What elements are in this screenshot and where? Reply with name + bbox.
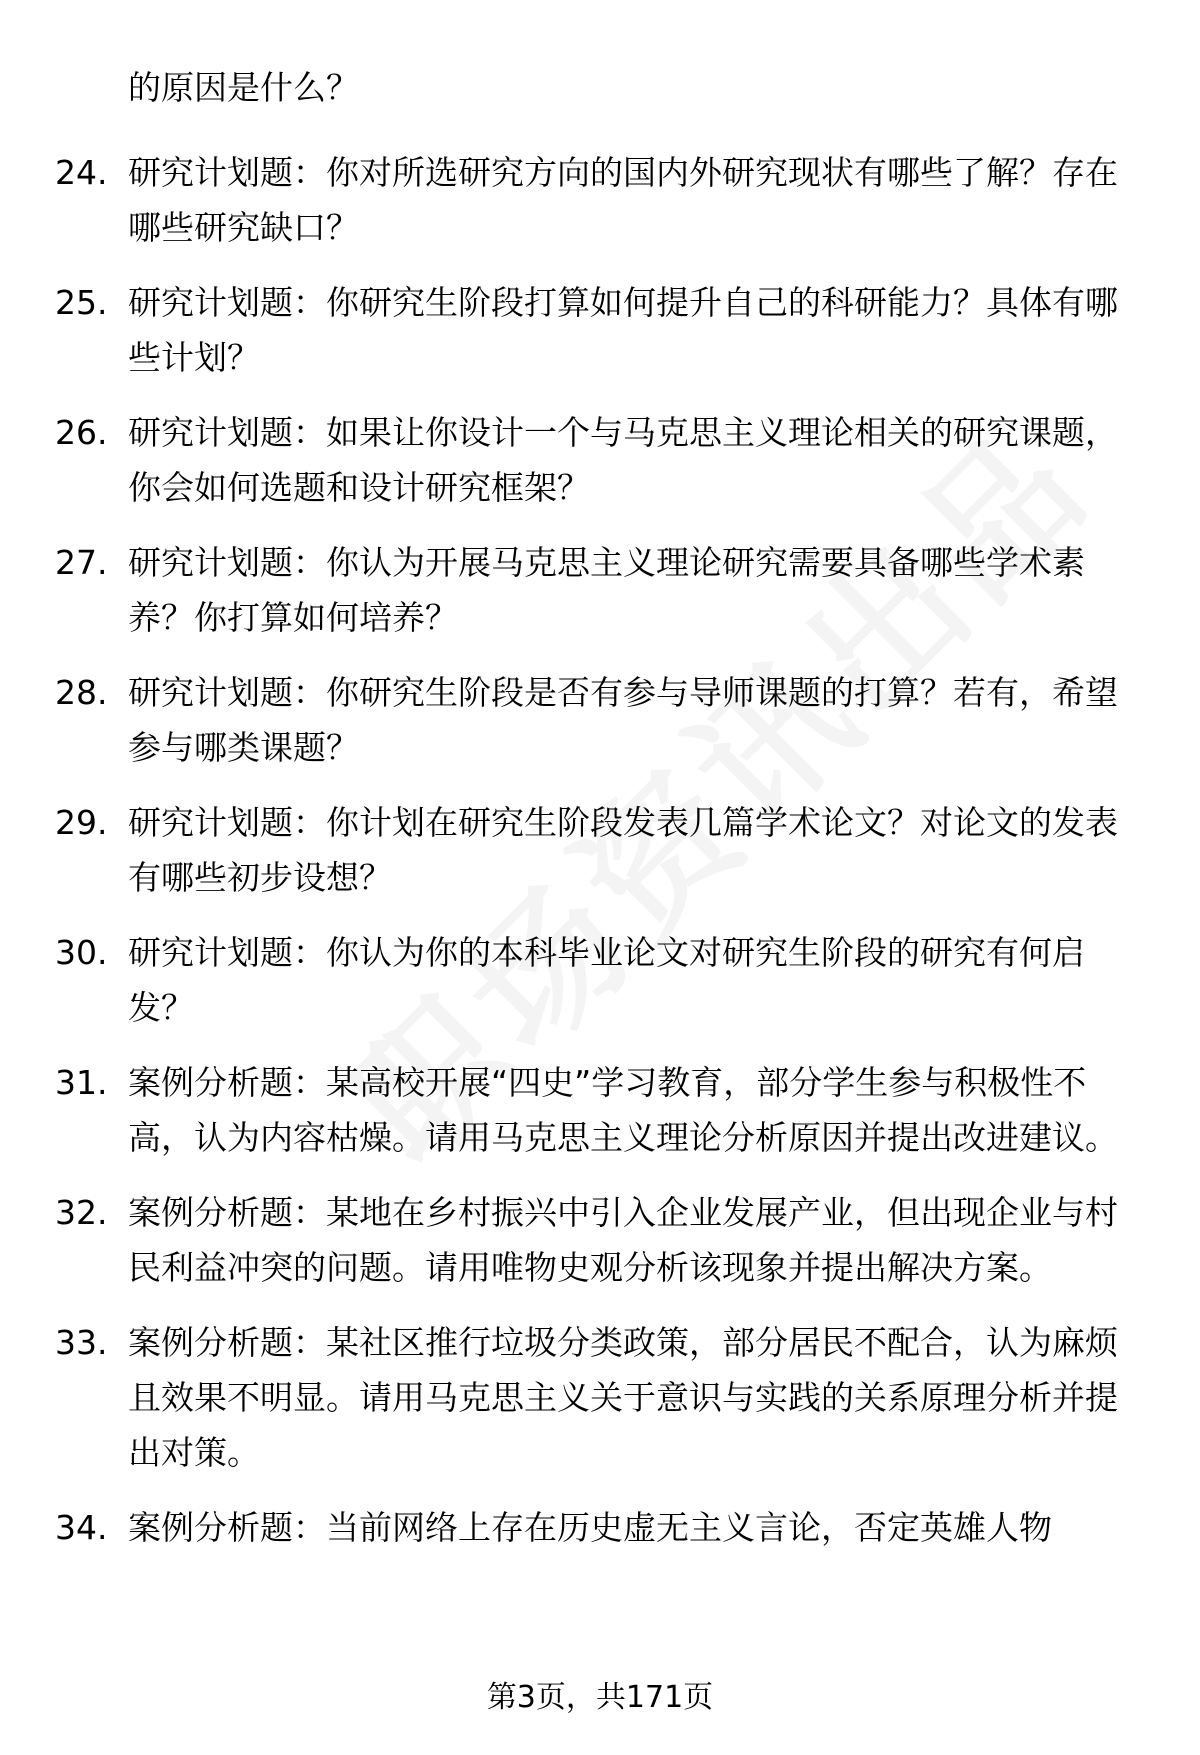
question-text: 案例分析题：某社区推行垃圾分类政策，部分居民不配合，认为麻烦且效果不明显。请用马克思主义关于意识与实践的关系原理分析并提出对策。: [128, 1323, 1118, 1472]
question-list: [0, 145, 1200, 1575]
list-item: [0, 145, 1200, 255]
continued-question-text: 的原因是什么？: [128, 68, 359, 107]
question-text: 研究计划题：你对所选研究方向的国内外研究现状有哪些了解？存在哪些研究缺口？: [128, 153, 1118, 247]
page-number-footer: 第3页，共171页: [486, 1680, 714, 1715]
list-item: [0, 535, 1200, 645]
question-text: 案例分析题：某高校开展“四史”学习教育，部分学生参与积极性不高，认为内容枯燥。请用马克思主义理论分析原因并提出改进建议。: [128, 1063, 1118, 1157]
question-text: 研究计划题：你研究生阶段是否有参与导师课题的打算？若有，希望参与哪类课题？: [128, 673, 1118, 767]
question-text: 研究计划题：你研究生阶段打算如何提升自己的科研能力？具体有哪些计划？: [128, 283, 1118, 377]
question-number: 34.: [55, 1508, 108, 1547]
question-text: 研究计划题：如果让你设计一个与马克思主义理论相关的研究课题，你会如何选题和设计研究框架？: [128, 413, 1118, 507]
question-number: 27.: [55, 543, 108, 582]
list-item: [0, 275, 1200, 385]
list-item: [0, 1185, 1200, 1295]
list-item: [0, 1315, 1200, 1480]
question-text: 研究计划题：你计划在研究生阶段发表几篇学术论文？对论文的发表有哪些初步设想？: [128, 803, 1118, 897]
question-text: 案例分析题：当前网络上存在历史虚无主义言论，否定英雄人物: [128, 1508, 1052, 1547]
list-item: [0, 1500, 1200, 1555]
list-item: [0, 665, 1200, 775]
question-number: 33.: [55, 1323, 108, 1362]
question-number: 24.: [55, 153, 108, 192]
question-number: 32.: [55, 1193, 108, 1232]
question-number: 29.: [55, 803, 108, 842]
question-number: 26.: [55, 413, 108, 452]
list-item: [0, 405, 1200, 515]
question-text: 研究计划题：你认为你的本科毕业论文对研究生阶段的研究有何启发？: [128, 933, 1085, 1027]
question-text: 案例分析题：某地在乡村振兴中引入企业发展产业，但出现企业与村民利益冲突的问题。请用唯物史观分析该现象并提出解决方案。: [128, 1193, 1118, 1287]
question-text: 研究计划题：你认为开展马克思主义理论研究需要具备哪些学术素养？你打算如何培养？: [128, 543, 1085, 637]
question-number: 30.: [55, 933, 108, 972]
question-number: 25.: [55, 283, 108, 322]
question-number: 31.: [55, 1063, 108, 1102]
list-item: [0, 1055, 1200, 1165]
list-item: [0, 925, 1200, 1035]
question-number: 28.: [55, 673, 108, 712]
list-item: [0, 795, 1200, 905]
